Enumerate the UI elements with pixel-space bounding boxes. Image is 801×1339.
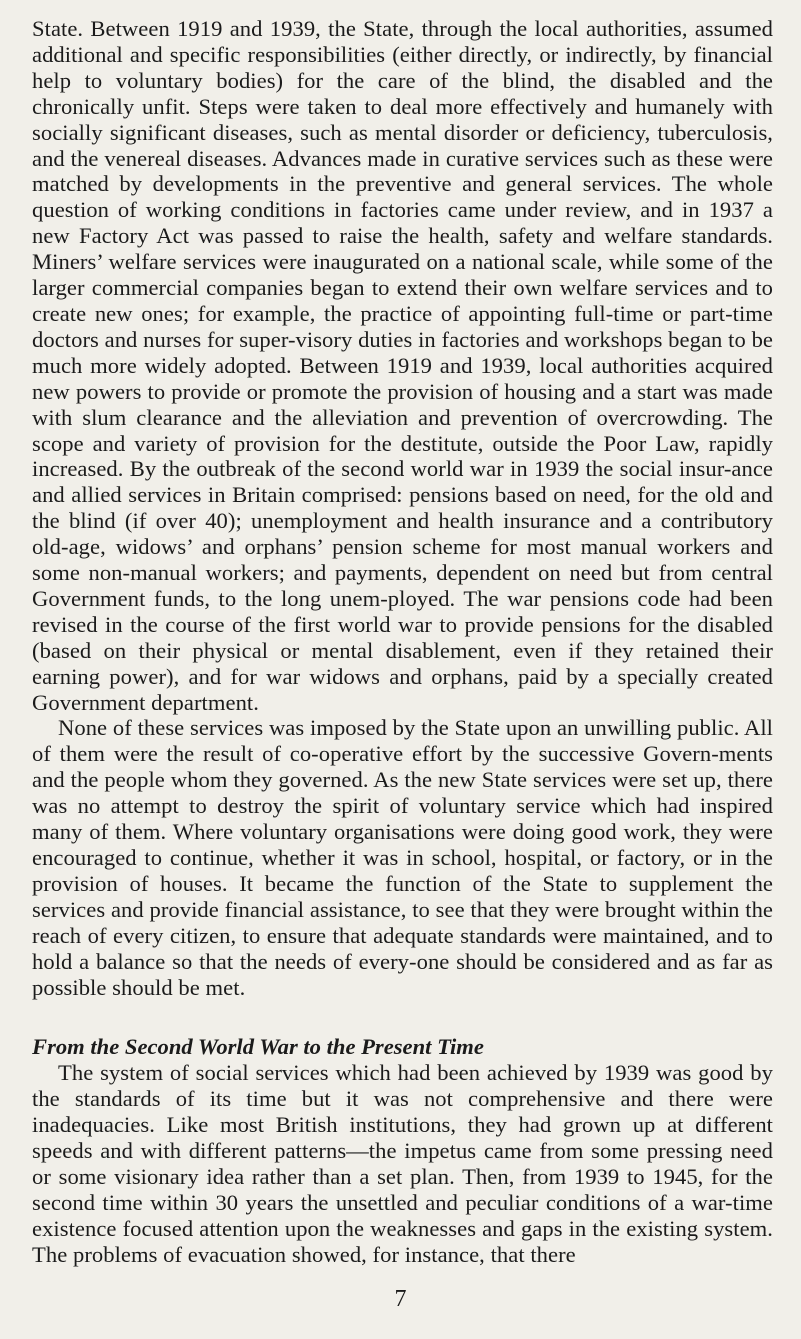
paragraph-wartime-system: The system of social services which had been achieved by 1939 was good by the standards of its time but it was not comprehensive and there were inadequacies. Like most British institutions, they had grown up at different speeds and with different patterns—the impetus came from some pressing need or some visionary idea rather than a set plan. Then, from 1939 to 1945, for the second time within 30 years the unsettled and peculiar conditions of a war-time existence focused attention upon the weaknesses and gaps in the existing system. The problems of evacuation showed, for instance, that there (32, 1060, 773, 1267)
paragraph-voluntary-cooperation: None of these services was imposed by the State upon an unwilling public. All of them were the result of co-operative effort by the successive Govern-ments and the people whom they governed. As the new State services were set up, there was no attempt to destroy the spirit of voluntary service which had inspired many of them. Where voluntary organisations were doing good work, they were encouraged to continue, whether it was in school, hospital, or factory, or in the provision of houses. It became the function of the State to supplement the services and provide financial assistance, to see that they were brought within the reach of every citizen, to ensure that adequate standards were maintained, and to hold a balance so that the needs of every-one should be considered and as far as possible should be met. (32, 715, 773, 1000)
paragraph-interwar-services: State. Between 1919 and 1939, the State, through the local authorities, assumed additional and specific responsibilities (either directly, or indirectly, by financial help to voluntary bodies) for the care of the blind, the disabled and the chronically unfit. Steps were taken to deal more effectively and humanely with socially significant diseases, such as mental disorder or deficiency, tuberculosis, and the venereal diseases. Advances made in curative services such as these were matched by developments in the preventive and general services. The whole question of working conditions in factories came under review, and in 1937 a new Factory Act was passed to raise the health, safety and welfare standards. Miners’ welfare services were inaugurated on a national scale, while some of the larger commercial companies began to extend their own welfare services and to create new ones; for example, the practice of appointing full-time or part-time doctors and nurses for super-visory duties in factories and workshops began to be much more widely adopted. Between 1919 and 1939, local authorities acquired new powers to provide or promote the provision of housing and a start was made with slum clearance and the alleviation and prevention of overcrowding. The scope and variety of provision for the destitute, outside the Poor Law, rapidly increased. By the outbreak of the second world war in 1939 the social insur-ance and allied services in Britain comprised: pensions based on need, for the old and the blind (if over 40); unemployment and health insurance and a contributory old-age, widows’ and orphans’ pension scheme for most manual workers and some non-manual workers; and payments, dependent on need but from central Government funds, to the long unem-ployed. The war pensions code had been revised in the course of the first world war to provide pensions for the disabled (based on their physical or mental disablement, even if they retained their earning power), and for war widows and orphans, paid by a specially created Government department. (32, 16, 773, 715)
page-number: 7 (394, 1286, 407, 1312)
section-heading: From the Second World War to the Present Time (32, 1034, 484, 1060)
